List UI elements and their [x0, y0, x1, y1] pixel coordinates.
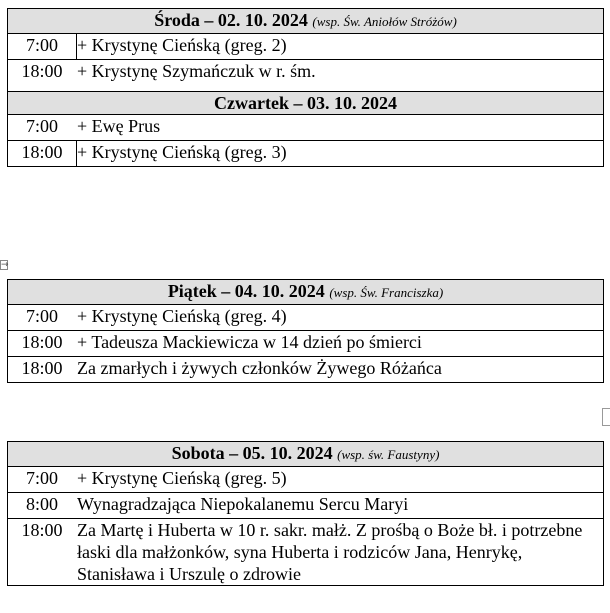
day-subtitle: (wsp. Św. Aniołów Stróżów) [312, 14, 457, 29]
mass-row [8, 60, 604, 92]
day-header-friday [8, 280, 604, 305]
mass-time: 18:00 [8, 331, 77, 357]
day-header-wednesday [8, 9, 604, 34]
mass-time: 8:00 [8, 493, 77, 519]
day-subtitle: (wsp. Św. Franciszka) [329, 285, 444, 300]
mass-intention: + Krystynę Szymańczuk w r. śm. [77, 60, 604, 92]
mass-row [8, 519, 604, 586]
mass-row [8, 467, 604, 493]
mass-time: 18:00 [8, 60, 77, 92]
mass-intention: Wynagradzająca Niepokalanemu Sercu Maryi [77, 493, 604, 519]
day-subtitle: (wsp. św. Faustyny) [337, 447, 440, 462]
day-header-saturday [8, 442, 604, 467]
mass-intention: + Krystynę Cieńską (greg. 5) [77, 467, 604, 493]
schedule-table-1 [7, 8, 604, 167]
mass-intention: + Krystynę Cieńską (greg. 3) [77, 141, 604, 167]
mass-time: 18:00 [8, 519, 77, 586]
mass-intention: + Ewę Prus [77, 115, 604, 141]
mass-intention: + Krystynę Cieńską (greg. 4) [77, 305, 604, 331]
mass-row [8, 331, 604, 357]
day-title: Sobota – 05. 10. 2024 [171, 443, 333, 463]
mass-time: 18:00 [8, 357, 77, 383]
day-header-row [8, 9, 604, 34]
mass-time: 7:00 [8, 115, 77, 141]
mass-time: 18:00 [8, 141, 77, 167]
day-header-row [8, 280, 604, 305]
day-title: Czwartek – 03. 10. 2024 [214, 93, 397, 113]
mass-time: 7:00 [8, 34, 77, 60]
mass-intention: Za Martę i Huberta w 10 r. sakr. małż. Z prośbą o Boże bł. i potrzebne łaski dla małżonków, syna Huberta i rodziców Jana, Henrykę, Stanisława i Urszulę o zdrowie [77, 519, 604, 586]
mass-intention: Za zmarłych i żywych członków Żywego Różańca [77, 357, 604, 383]
mass-row [8, 493, 604, 519]
mass-row [8, 115, 604, 141]
mass-intention: + Krystynę Cieńską (greg. 2) [77, 34, 604, 60]
day-title: Środa – 02. 10. 2024 [154, 10, 308, 30]
mass-time: 7:00 [8, 467, 77, 493]
table-resize-handle [602, 408, 610, 426]
day-title: Piątek – 04. 10. 2024 [167, 281, 325, 301]
mass-time: 7:00 [8, 305, 77, 331]
mass-row [8, 141, 604, 167]
mass-intention: + Tadeusza Mackiewicza w 14 dzień po śmierci [77, 331, 604, 357]
day-header-row [8, 92, 604, 115]
schedule-table-3 [7, 441, 604, 586]
mass-row [8, 305, 604, 331]
mass-row [8, 34, 604, 60]
mass-row [8, 357, 604, 383]
schedule-table-2 [7, 279, 604, 383]
paragraph-anchor-icon: → [1, 260, 9, 270]
day-header-row [8, 442, 604, 467]
day-header-thursday [8, 92, 604, 115]
